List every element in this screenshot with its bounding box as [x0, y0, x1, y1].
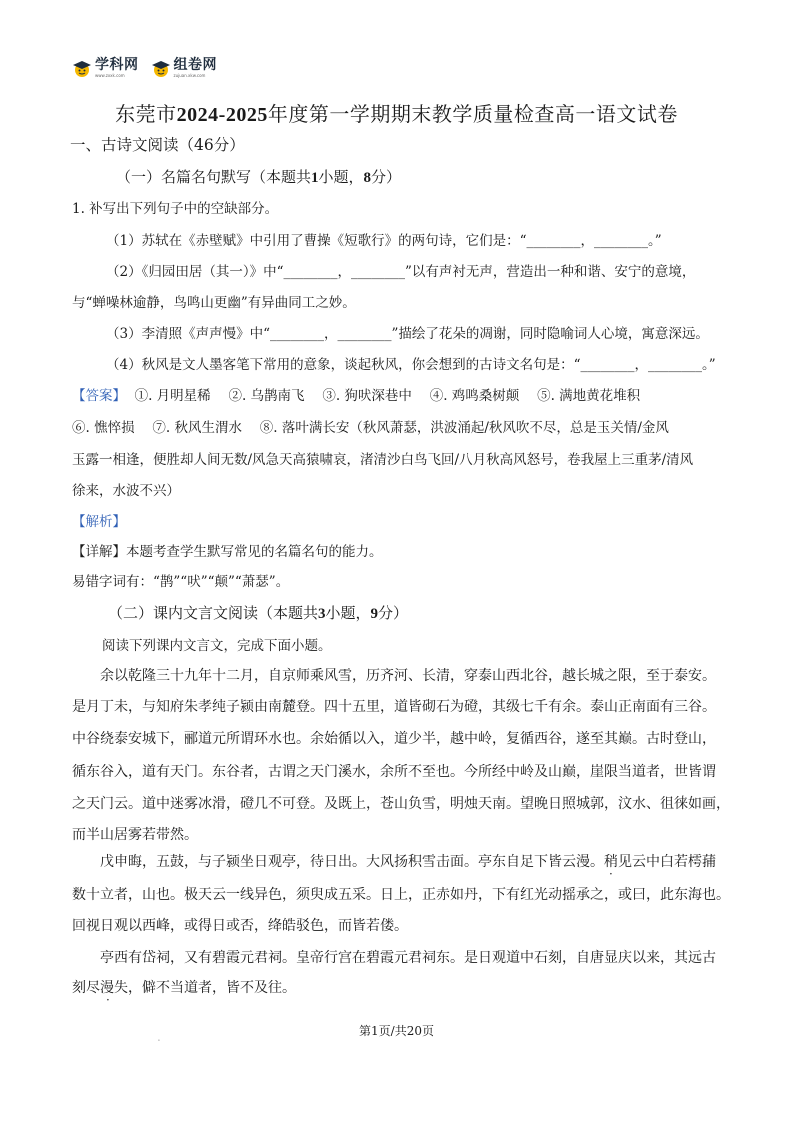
emphasis-dot: ·	[609, 867, 613, 881]
answer-line: 徐来，水波不兴）	[72, 483, 180, 499]
passage-line: 亭西有岱祠，又有碧霞元君祠。皇帝行宫在碧霞元君祠东。是日观道中石刻，自唐显庆以来，其远古	[100, 950, 716, 966]
passage-line: 余以乾隆三十九年十二月，自京师乘风雪，历齐河、长清，穿泰山西北谷，越长城之限，至于泰安。	[100, 668, 716, 684]
logo-name: 学科网	[95, 57, 139, 73]
passage-line: 循东谷入，道有天门。东谷者，古谓之天门溪水，余所不至也。今所经中岭及山巅，崖限当道者，世皆谓	[72, 764, 716, 780]
emphasis-dot: ·	[106, 993, 110, 1007]
passage-line: 而半山居雾若带然。	[72, 827, 198, 843]
part2-intro: 阅读下列课内文言文，完成下面小题。	[102, 638, 332, 654]
part1-heading: （一）名篇名句默写（本题共1小题，8分）	[116, 168, 402, 186]
question-item: （1）苏轼在《赤壁赋》中引用了曹操《短歌行》的两句诗，它们是：“________，________。”	[106, 233, 662, 249]
zujuanwang-logo	[151, 58, 218, 78]
passage-line: 回视日观以西峰，或得日或否，绛皓驳色，而皆若偻。	[72, 918, 408, 934]
logo-url: www.zxxk.com	[95, 73, 125, 78]
graduation-cap-icon	[72, 58, 92, 78]
question-item: （3）李清照《声声慢》中“________，________”描绘了花朵的凋谢，同时隐喻词人心境，寓意深远。	[106, 326, 709, 342]
question-stem: 1. 补写出下列句子中的空缺部分。	[72, 201, 279, 217]
scan-speck: .	[157, 1030, 161, 1044]
question-item: （4）秋风是文人墨客笔下常用的意象，谈起秋风，你会想到的古诗文名句是：“________，________。”	[106, 357, 716, 373]
xuekewang-logo	[72, 58, 139, 78]
part2-heading: （二）课内文言文阅读（本题共3小题，9分）	[108, 604, 409, 622]
passage-line: 是月丁未，与知府朱孝纯子颍由南麓登。四十五里，道皆砌石为磴，其级七千有余。泰山正南面有三谷。	[72, 699, 716, 715]
passage-line: 之天门云。道中迷雾冰滑，磴几不可登。及既上，苍山负雪，明烛天南。望晚日照城郭，汶水、徂徕如画，	[72, 796, 730, 812]
passage-line: 中谷绕泰安城下，郦道元所谓环水也。余始循以入，道少半，越中岭，复循西谷，遂至其巅。古时登山，	[72, 731, 716, 747]
question-item: （2）《归园田居（其一）》中“________，________”以有声衬无声，营造出一种和谐、安宁的意境，	[106, 264, 696, 280]
title-prefix: 东莞市	[115, 102, 177, 126]
question-item-continued: 与“蝉噪林逾静，鸟鸣山更幽”有异曲同工之妙。	[72, 295, 356, 311]
passage-line: 数十立者，山也。极天云一线异色，须臾成五采。日上，正赤如丹，下有红光动摇承之，或曰，此东海也。	[72, 887, 730, 903]
answer-line: 玉露一相逢，便胜却人间无数/风急天高猿啸哀，渚清沙白鸟飞回/八月秋高风怒号，卷我屋上三重茅/清风	[72, 452, 694, 468]
answer-label: 【答案】	[72, 388, 126, 404]
passage-line: 戊申晦，五鼓，与子颍坐日观亭，待日出。大风扬积雪击面。亭东自足下皆云漫。稍见云中白若樗蒱	[100, 854, 716, 870]
page-title	[0, 98, 793, 127]
passage-line: 刻尽漫失，僻不当道者，皆不及往。	[72, 980, 296, 996]
analysis-errors: 易错字词有：“鹊”“吠”“颠”“萧瑟”。	[72, 574, 290, 590]
answer-line: ⑥. 憔悴损 ⑦. 秋风生渭水 ⑧. 落叶满长安（秋风萧瑟，洪波涌起/秋风吹不尽，总是玉关情/金风	[72, 420, 669, 436]
analysis-detail: 【详解】本题考查学生默写常见的名篇名句的能力。	[72, 544, 383, 560]
title-years: 2024-2025	[176, 104, 268, 126]
graduation-cap-icon	[151, 58, 171, 78]
section-heading: 一、古诗文阅读（46分）	[70, 136, 245, 154]
analysis-label: 【解析】	[72, 514, 126, 530]
logo-name: 组卷网	[173, 57, 217, 73]
logo-url: zujuan.xkw.com	[173, 73, 206, 78]
page-number: 第1页/共20页	[359, 1024, 434, 1038]
answer-line: 【答案】 ①. 月明星稀 ②. 乌鹊南飞 ③. 狗吠深巷中 ④. 鸡鸣桑树颠 ⑤. 满地黄花堆积	[72, 388, 641, 404]
title-suffix: 年度第一学期期末教学质量检查高一语文试卷	[267, 102, 678, 126]
logo-bar	[72, 58, 229, 78]
